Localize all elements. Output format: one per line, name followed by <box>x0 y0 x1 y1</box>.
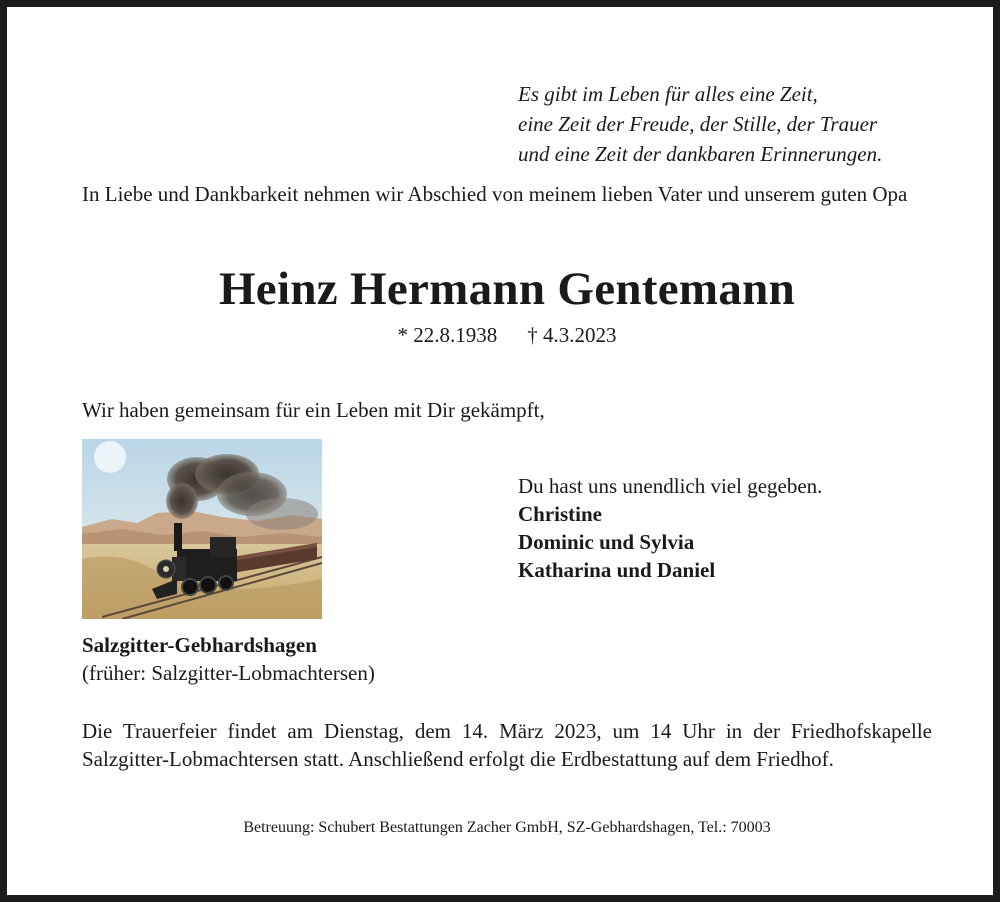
location-place: Salzgitter-Gebhardshagen <box>82 633 317 657</box>
death-date: † 4.3.2023 <box>527 323 617 347</box>
message-line-1: Wir haben gemeinsam für ein Leben mit Dir gekämpft, <box>82 398 545 422</box>
location-block <box>82 631 375 687</box>
birth-date: * 22.8.1938 <box>397 323 498 347</box>
location-former: (früher: Salzgitter-Lobmachtersen) <box>82 661 375 685</box>
steam-locomotive-picture <box>82 439 322 619</box>
mourner-name: Katharina und Daniel <box>518 558 716 582</box>
message-line-2: Du hast uns unendlich viel gegeben. <box>518 474 823 498</box>
intro-text: In Liebe und Dankbarkeit nehmen wir Abschied von meinem lieben Vater und unserem guten Opa <box>82 182 908 206</box>
verse-line: eine Zeit der Freude, der Stille, der Trauer <box>518 112 878 136</box>
deceased-name: Heinz Hermann Gentemann <box>218 263 796 315</box>
life-dates <box>7 323 1000 348</box>
ceremony-text: Die Trauerfeier findet am Dienstag, dem 14. März 2023, um 14 Uhr in der Friedhofskapelle Salzgitter-Lobmachtersen statt. Anschließend erfolgt die Erdbestattung auf dem Friedhof. <box>82 719 932 771</box>
mourner-name: Christine <box>518 502 602 526</box>
mourners-block <box>518 472 822 584</box>
verse-line: und eine Zeit der dankbaren Erinnerungen. <box>518 142 883 166</box>
funeral-home-credit: Betreuung: Schubert Bestattungen Zacher GmbH, SZ-Gebhardshagen, Tel.: 70003 <box>243 819 771 836</box>
mourner-name: Dominic und Sylvia <box>518 530 695 554</box>
verse-line: Es gibt im Leben für alles eine Zeit, <box>518 82 818 106</box>
verse-poem <box>518 79 882 169</box>
